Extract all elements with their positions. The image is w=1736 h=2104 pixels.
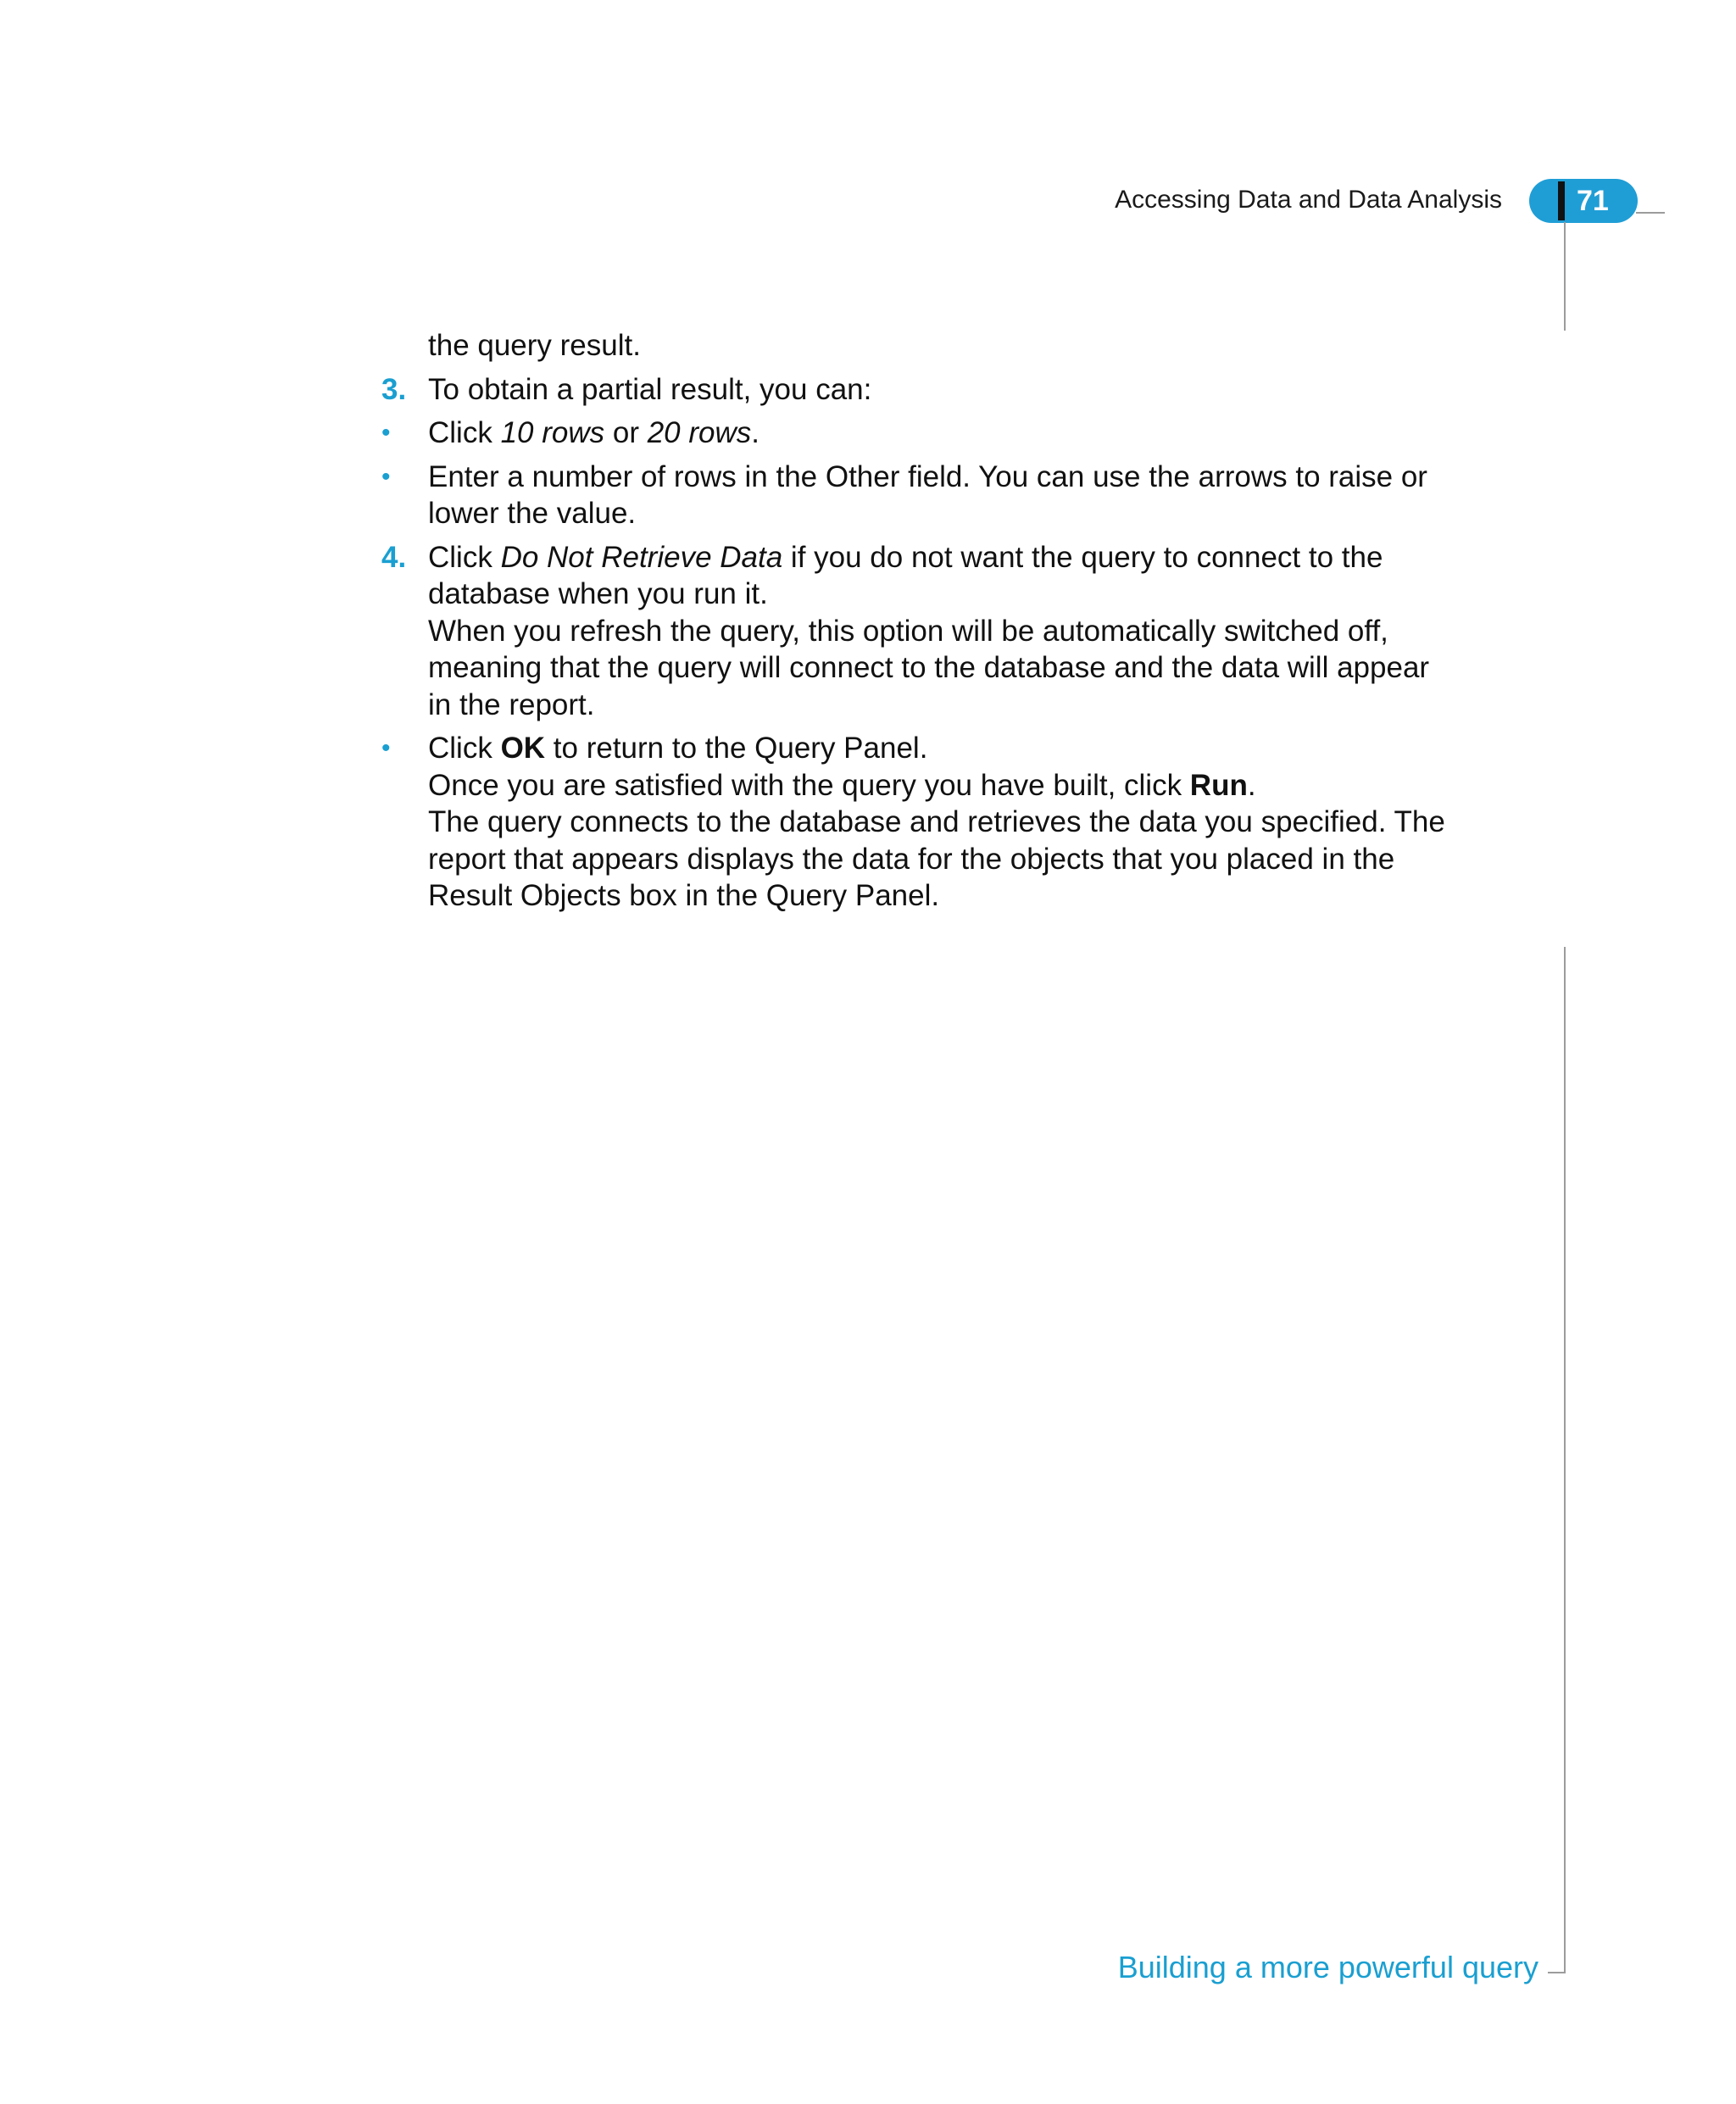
step-text-line: in the report. [428, 687, 595, 721]
option-10-rows: 10 rows [500, 416, 605, 449]
option-do-not-retrieve-data: Do Not Retrieve Data [500, 540, 783, 574]
text-run: Once you are satisfied with the query you have built, click [428, 768, 1190, 802]
text-run: or [604, 416, 648, 449]
step-text-line [428, 539, 1483, 576]
bullet-icon: • [381, 462, 391, 491]
continuation-text: the query result. [428, 329, 641, 362]
running-footer-title: Building a more powerful query [1117, 1950, 1538, 1984]
list-item-step-3 [381, 371, 1483, 409]
bullet-text-line: The query connects to the database and retrieves the data you specified. The [428, 805, 1445, 838]
text-run: Click [428, 416, 501, 449]
page-number: 71 [1577, 185, 1609, 217]
step-text: To obtain a partial result, you can: [428, 372, 872, 406]
text-run: . [1247, 768, 1256, 802]
step-text-line: When you refresh the query, this option will be automatically switched off, [428, 614, 1388, 648]
list-item-bullet [381, 730, 1483, 915]
bullet-text-line: Enter a number of rows in the Other field. You can use the arrows to raise or [428, 459, 1427, 493]
footer-rule [1548, 1972, 1566, 1973]
text-run: if you do not want the query to connect to the [782, 540, 1383, 574]
margin-rule-top [1564, 222, 1566, 331]
ok-label: OK [500, 732, 546, 765]
run-label: Run [1189, 768, 1248, 802]
bullet-icon: • [381, 734, 391, 762]
step-text-line: meaning that the query will connect to the database and the data will appear [428, 651, 1430, 684]
header-rule [1636, 212, 1665, 214]
list-item-step-4 [381, 539, 1483, 724]
list-item-bullet [381, 459, 1483, 532]
step-number: 4. [381, 540, 407, 574]
bullet-icon: • [381, 419, 391, 447]
step-number: 3. [381, 372, 407, 406]
page-tab-marker [1558, 181, 1565, 220]
page-body [381, 327, 1483, 921]
bullet-text-line [428, 730, 1483, 767]
bullet-text-line: lower the value. [428, 497, 637, 530]
text-run: Click [428, 540, 501, 574]
option-20-rows: 20 rows [647, 416, 752, 449]
step-text-line: database when you run it. [428, 577, 768, 610]
text-run: to return to the Query Panel. [545, 732, 928, 765]
bullet-text-line: report that appears displays the data for the objects that you placed in the [428, 842, 1395, 876]
list-item-bullet [381, 415, 1483, 452]
text-run: . [751, 416, 760, 449]
continuation-paragraph [381, 327, 1483, 365]
running-header-title: Accessing Data and Data Analysis [1115, 186, 1502, 214]
bullet-text [428, 415, 1483, 452]
margin-rule-bottom [1564, 947, 1566, 1973]
text-run: Click [428, 732, 501, 765]
bullet-text-line [428, 767, 1483, 804]
bullet-text-line: Result Objects box in the Query Panel. [428, 879, 940, 912]
